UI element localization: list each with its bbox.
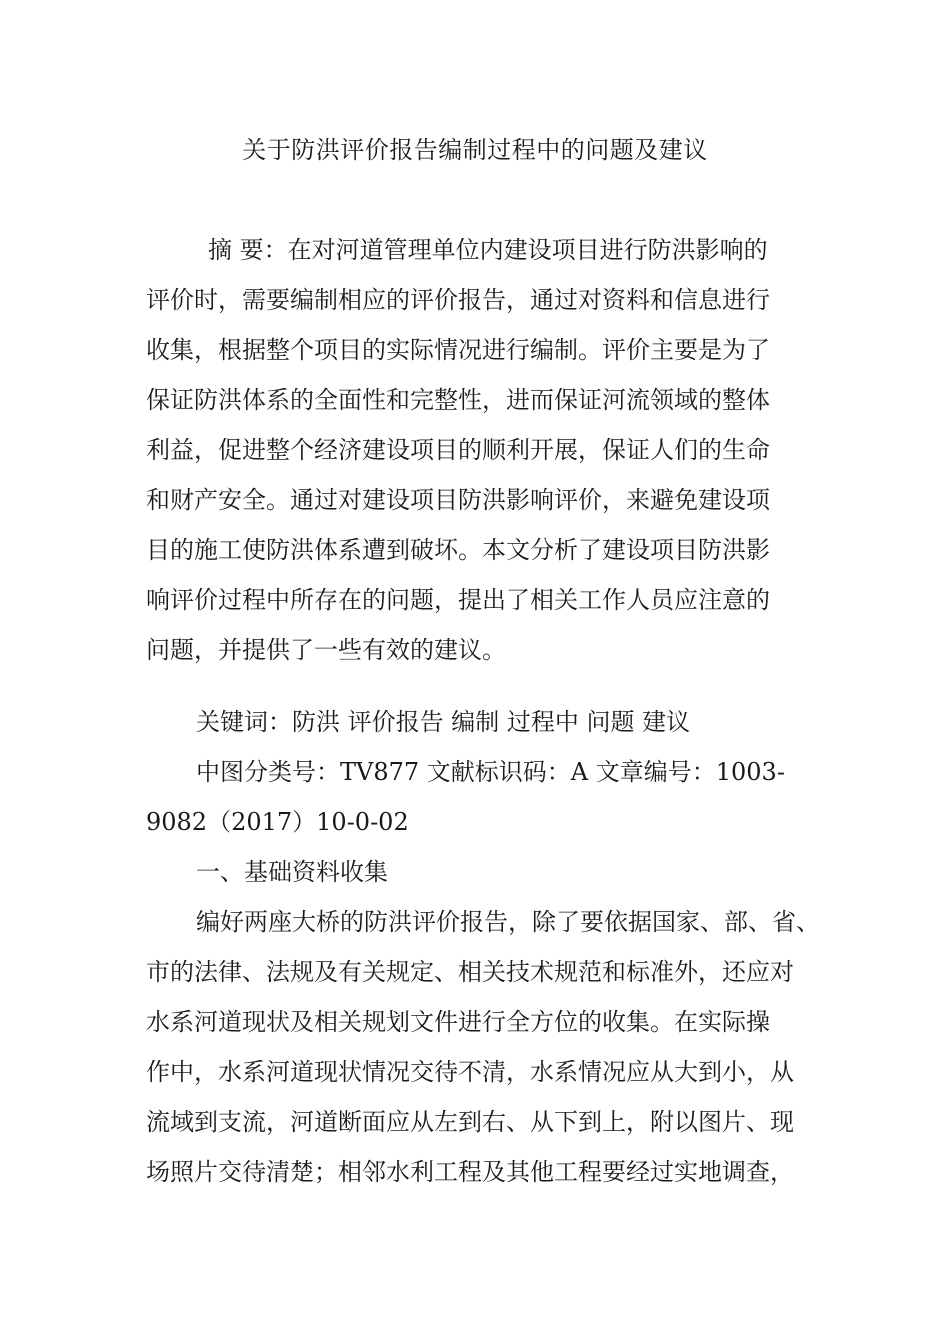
abstract-line: 问题，并提供了一些有效的建议。: [146, 636, 506, 664]
keywords-line: 关键词：防洪 评价报告 编制 过程中 问题 建议: [196, 708, 691, 736]
body-line: 作中，水系河道现状情况交待不清，水系情况应从大到小，从: [146, 1058, 794, 1086]
classification-line: 9082（2017）10-0-02: [146, 808, 409, 836]
body-line: 市的法律、法规及有关规定、相关技术规范和标准外，还应对: [146, 958, 794, 986]
abstract-line: 和财产安全。通过对建设项目防洪影响评价，来避免建设项: [146, 486, 770, 514]
abstract-line: 摘 要：在对河道管理单位内建设项目进行防洪影响的: [208, 236, 768, 264]
document-title: 关于防洪评价报告编制过程中的问题及建议: [242, 136, 708, 164]
classification-line: 中图分类号：TV877 文献标识码：A 文章编号：1003-: [196, 758, 785, 786]
abstract-line: 收集，根据整个项目的实际情况进行编制。评价主要是为了: [146, 336, 770, 364]
abstract-line: 保证防洪体系的全面性和完整性，进而保证河流领域的整体: [146, 386, 770, 414]
body-line: 流域到支流，河道断面应从左到右、从下到上，附以图片、现: [146, 1108, 794, 1136]
abstract-line: 评价时，需要编制相应的评价报告，通过对资料和信息进行: [146, 286, 770, 314]
section-heading: 一、基础资料收集: [196, 858, 388, 886]
body-line: 编好两座大桥的防洪评价报告，除了要依据国家、部、省、: [196, 908, 820, 936]
body-line: 场照片交待清楚；相邻水利工程及其他工程要经过实地调查，: [146, 1158, 794, 1186]
abstract-line: 响评价过程中所存在的问题，提出了相关工作人员应注意的: [146, 586, 770, 614]
body-line: 水系河道现状及相关规划文件进行全方位的收集。在实际操: [146, 1008, 770, 1036]
abstract-line: 利益，促进整个经济建设项目的顺利开展，保证人们的生命: [146, 436, 770, 464]
abstract-line: 目的施工使防洪体系遭到破坏。本文分析了建设项目防洪影: [146, 536, 770, 564]
